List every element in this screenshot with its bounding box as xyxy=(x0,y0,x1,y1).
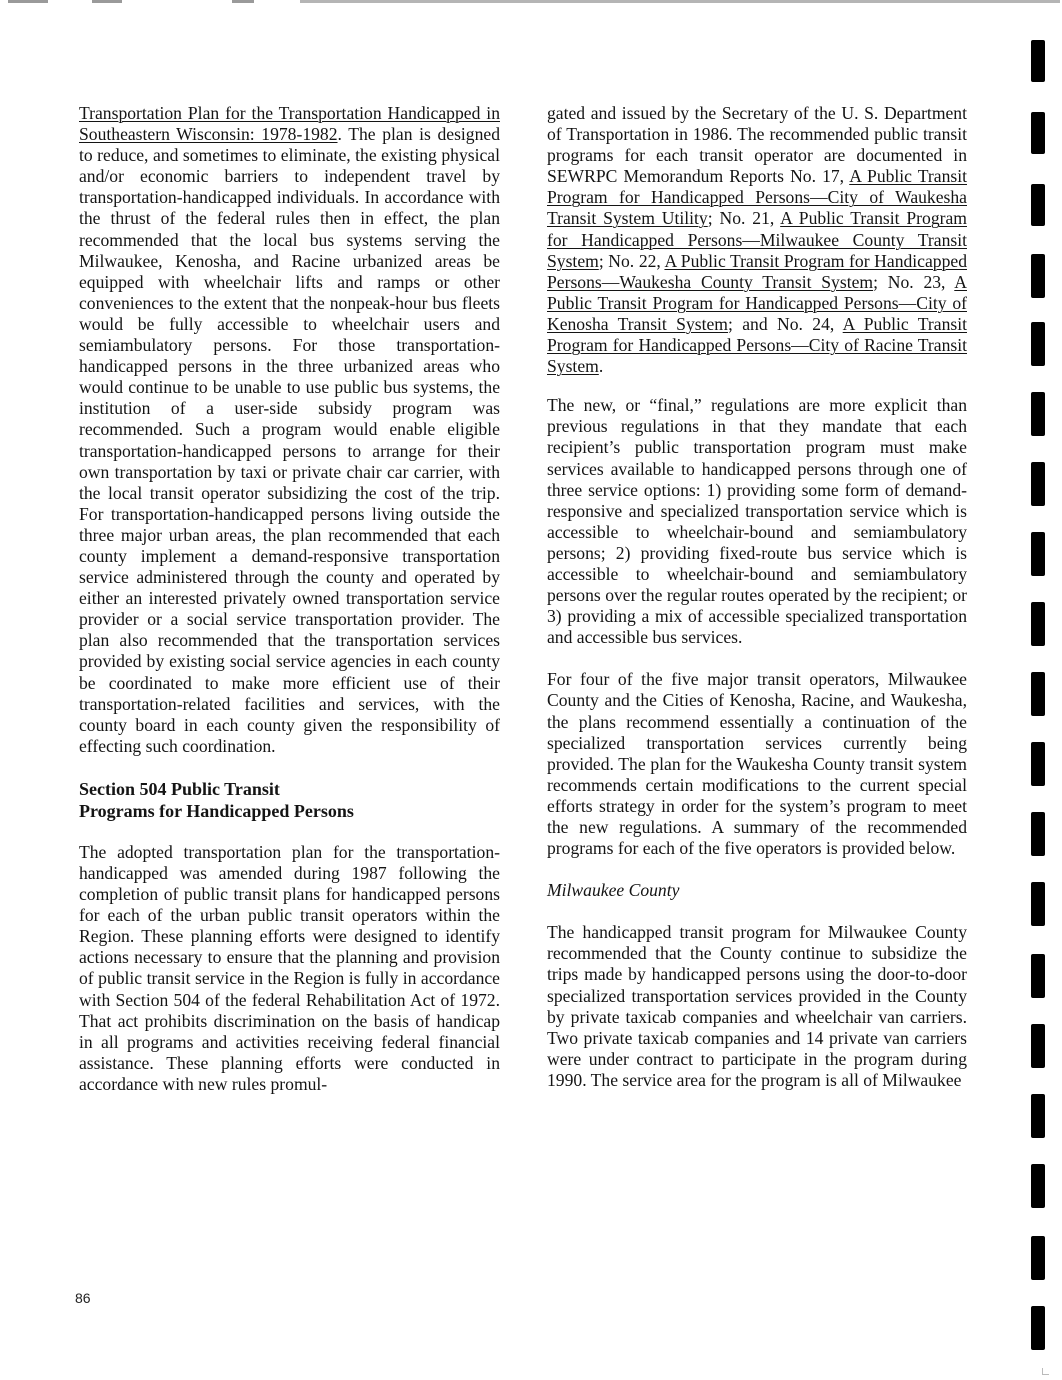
edge-tab-mark xyxy=(1031,672,1045,716)
milwaukee-county-subheading: Milwaukee County xyxy=(547,880,680,901)
report-21-title: A Public Transit Program for Handicapped Persons—Milwaukee County Transit System xyxy=(547,208,967,271)
page-number: 86 xyxy=(75,1290,91,1306)
edge-tab-mark xyxy=(1031,40,1045,82)
edge-tab-mark xyxy=(1031,254,1045,298)
edge-tab-mark xyxy=(1031,1094,1045,1138)
edge-tab-mark xyxy=(1031,954,1045,998)
right-paragraph-2: The new, or “final,” regulations are more explicit than previous regulations in that they mandate that each recipient’s public transportation program must make services available to handicapped persons through one of three service options: 1) providing some form of demand-responsive and specialized transportation service which is accessible to wheelchair-bound and semiambulatory persons; 2) providing fixed-route bus service which is accessible to wheelchair-bound and semiambulatory persons over the regular routes operated by the recipient; or 3) providing a mix of accessible specialized transportation and accessible bus services. xyxy=(547,395,967,648)
edge-tab-marks xyxy=(1022,0,1062,1380)
section-heading xyxy=(79,778,500,822)
report-separator-22: ; No. 22, xyxy=(598,250,665,271)
report-22-title: A Public Transit Program for Handicapped Persons—Waukesha County Transit System xyxy=(547,250,967,292)
edge-tab-mark xyxy=(1031,392,1045,436)
edge-tab-mark xyxy=(1031,1024,1045,1068)
right-paragraph-4: The handicapped transit program for Milwaukee County recommended that the County continue to subsidize the trips made by handicapped persons using the door-to-door specialized transportation services provided in the County by private taxicab companies and wheelchair van carriers. Two private taxicab companies and 14 private van carriers were under contract to participate in the program during 1990. The service area for the program is all of Milwaukee xyxy=(547,922,967,1090)
right-paragraph-3: For four of the five major transit operators, Milwaukee County and the Cities of Kenosha, Racine, and Waukesha, the plans recommend essentially a continuation of the specialized transportation services currently being provided. The plan for the Waukesha County transit system recommends certain modifications to the current special efforts strategy in order for the system’s program to meet the new regulations. A summary of the recommended programs for each of the five operators is provided below. xyxy=(547,669,967,859)
left-paragraph-1 xyxy=(79,103,500,757)
section-heading-line-2: Programs for Handicapped Persons xyxy=(79,800,354,821)
edge-tab-mark xyxy=(1031,532,1045,576)
edge-tab-mark xyxy=(1031,1306,1045,1350)
report-17-title: A Public Transit Program for Handicapped Persons—City of Waukesha Transit System Utility xyxy=(547,166,967,229)
edge-tab-mark xyxy=(1031,462,1045,506)
report-intro-text: gated and issued by the Secretary of the U. S. Department of Transportation in 1986. The recommended public transit programs for each transit operator are documented in SEWRPC Memorandum Reports No. 17, xyxy=(547,103,967,187)
edge-tab-mark xyxy=(1031,882,1045,926)
report-separator-24: ; and No. 24, xyxy=(728,313,843,334)
corner-crop-mark xyxy=(1042,1368,1049,1375)
left-paragraph-1-text: . The plan is designed to reduce, and sometimes to eliminate, the existing physical and/or economic barriers to independent travel by transportation-handicapped individuals. In accordance with the thrust of the federal rules then in effect, the plan recommended that the local bus systems serving the Milwaukee, Kenosha, and Racine urbanized areas be equipped with wheelchair lifts and ramps or other conveniences to the extent that the nonpeak-hour bus fleets would be fully accessible to wheelchair users and semiambulatory persons. For those transportation-handicapped persons in the three urbanized areas who would continue to be unable to use public bus systems, the institution of a user-side subsidy program was recommended. Such a program would enable eligible transportation-handicapped persons to arrange for their own transportation by taxi or private chair car carrier, with the local transit operator subsidizing the cost of the trip. For transportation-handicapped persons living outside the three major urban areas, the plan recommended that each county implement a demand-responsive transportation service administered through the county and operated by either an interested privately owned transportation service provider or a social service transportation provider. The plan also recommended that the transportation services provided by existing social service agencies in each county be coordinated to make more efficient use of their transportation-related facilities and services, with the county board in each county given the responsibility of effecting such coordination. xyxy=(79,124,501,756)
top-edge-scan-marks xyxy=(0,0,1062,4)
edge-tab-mark xyxy=(1031,322,1045,366)
report-list-end: . xyxy=(598,356,604,377)
report-separator-21: ; No. 21, xyxy=(707,208,781,229)
plan-title-reference: Transportation Plan for the Transportation Handicapped in Southeastern Wisconsin: 1978-1982 xyxy=(79,103,500,145)
edge-tab-mark xyxy=(1031,184,1045,226)
right-paragraph-1 xyxy=(547,103,967,377)
section-heading-line-1: Section 504 Public Transit xyxy=(79,778,280,799)
left-paragraph-2: The adopted transportation plan for the transportation-handicapped was amended during 1987 following the completion of public transit plans for handicapped persons for each of the urban public transit operators within the Region. These planning efforts were designed to identify actions necessary to ensure that the planning and provision of public transit service in the Region is fully in accordance with Section 504 of the federal Rehabilitation Act of 1972. That act prohibits discrimination on the basis of handicap in all programs and activities receiving federal financial assistance. These planning efforts were conducted in accordance with new rules promul- xyxy=(79,841,500,1094)
edge-tab-mark xyxy=(1031,812,1045,856)
report-24-title: A Public Transit Program for Handicapped Persons—City of Racine Transit System xyxy=(547,313,967,377)
edge-tab-mark xyxy=(1031,742,1045,786)
edge-tab-mark xyxy=(1031,1236,1045,1280)
edge-tab-mark xyxy=(1031,112,1045,154)
right-column xyxy=(547,103,967,1112)
edge-tab-mark xyxy=(1031,1164,1045,1208)
report-23-title: A Public Transit Program for Handicapped Persons—City of Kenosha Transit System xyxy=(547,271,967,334)
report-separator-23: ; No. 23, xyxy=(873,271,955,292)
left-column xyxy=(79,103,500,1116)
edge-tab-mark xyxy=(1031,602,1045,646)
